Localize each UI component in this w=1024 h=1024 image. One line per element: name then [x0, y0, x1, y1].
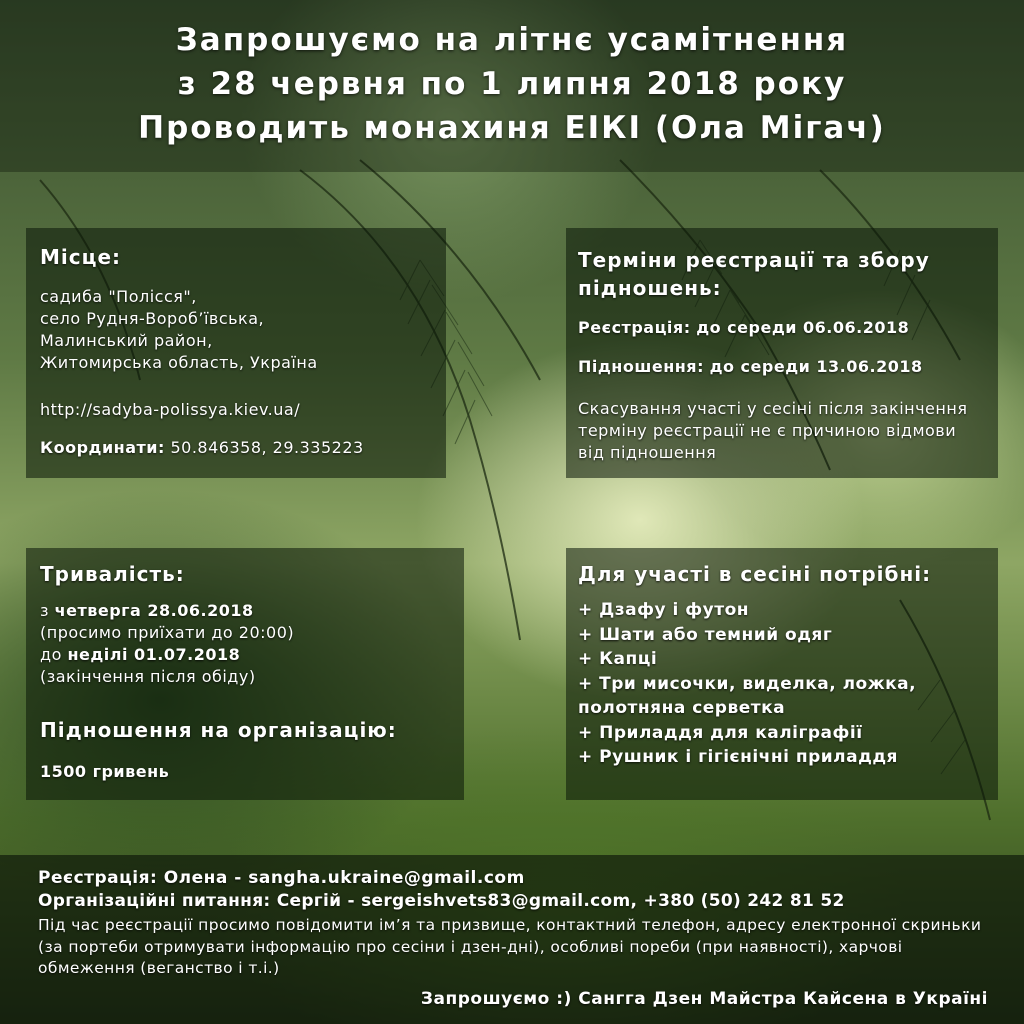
from-date: четверга 28.06.2018 — [54, 601, 254, 620]
place-heading: Місце: — [40, 245, 121, 269]
organization-contact: Організаційні питання: Сергій - sergeishvets83@gmail.com, +380 (50) 242 81 52 — [38, 891, 845, 911]
list-item: + Три мисочки, виделка, ложка, полотняна серветка — [578, 673, 917, 718]
duration-panel — [26, 548, 464, 800]
footer-panel — [0, 855, 1024, 1024]
needs-list — [578, 598, 988, 770]
registration-label: Реєстрація: — [578, 318, 691, 337]
duration-details — [40, 600, 294, 688]
offering-heading: Підношення на організацію: — [40, 718, 397, 742]
to-prefix: до — [40, 645, 62, 664]
offering-deadline — [578, 356, 923, 378]
from-prefix: з — [40, 601, 50, 620]
place-coordinates — [40, 437, 364, 459]
needs-panel — [566, 548, 998, 800]
cancellation-note: Скасування участі у сесіні після закінчення терміну реєстрації не є причиною відмови від підношення — [578, 399, 968, 462]
terms-heading: Терміни реєстрації та збору підношень: — [578, 248, 930, 300]
needs-heading: Для участі в сесіні потрібні: — [578, 562, 932, 586]
to-note: (закінчення після обіду) — [40, 667, 256, 686]
offering-value: до середи 13.06.2018 — [709, 357, 923, 376]
offering-amount: 1500 гривень — [40, 762, 170, 781]
place-address — [40, 286, 318, 374]
coordinates-value: 50.846358, 29.335223 — [170, 438, 364, 457]
title-line-3: Проводить монахиня ЕІКІ (Ола Мігач) — [138, 110, 886, 146]
closing-line: Запрошуємо :) Сангга Дзен Майстра Кайсена в Україні — [420, 989, 988, 1009]
registration-deadline — [578, 317, 909, 339]
address-line: село Рудня-Вороб’ївська, — [40, 309, 265, 328]
place-url-link[interactable]: http://sadyba-polissya.kiev.ua/ — [40, 400, 301, 419]
list-item: + Дзафу і футон — [578, 600, 749, 620]
duration-heading: Тривалість: — [40, 562, 185, 586]
list-item: + Рушник і гігієнічні приладдя — [578, 747, 898, 767]
title-line-1: Запрошуємо на літнє усамітнення — [175, 22, 849, 58]
header-banner — [0, 0, 1024, 172]
registration-note: Під час реєстрації просимо повідомити ім’я та призвище, контактний телефон, адресу електронної скриньки (за портеби отримувати інформацію про сесіни і дзен-дні), особливі пореби (при наявності), харчові обмеження (веганство і т.і.) — [38, 916, 982, 977]
coordinates-label: Координати: — [40, 438, 165, 457]
list-item: + Приладдя для каліграфії — [578, 722, 863, 743]
list-item: + Капці — [578, 649, 658, 669]
list-item: + Шати або темний одяг — [578, 624, 833, 645]
address-line: Житомирська область, Україна — [40, 353, 318, 372]
title-line-2: з 28 червня по 1 липня 2018 року — [177, 66, 847, 102]
terms-panel — [566, 228, 998, 478]
offering-label: Підношення: — [578, 357, 704, 376]
place-panel — [26, 228, 446, 478]
registration-contact: Реєстрація: Олена - sangha.ukraine@gmail.com — [38, 868, 525, 888]
from-note: (просимо приїхати до 20:00) — [40, 623, 295, 642]
to-date: неділі 01.07.2018 — [67, 645, 241, 664]
address-line: Малинський район, — [40, 331, 213, 350]
address-line: садиба "Полісся", — [40, 287, 197, 306]
registration-value: до середи 06.06.2018 — [696, 318, 910, 337]
